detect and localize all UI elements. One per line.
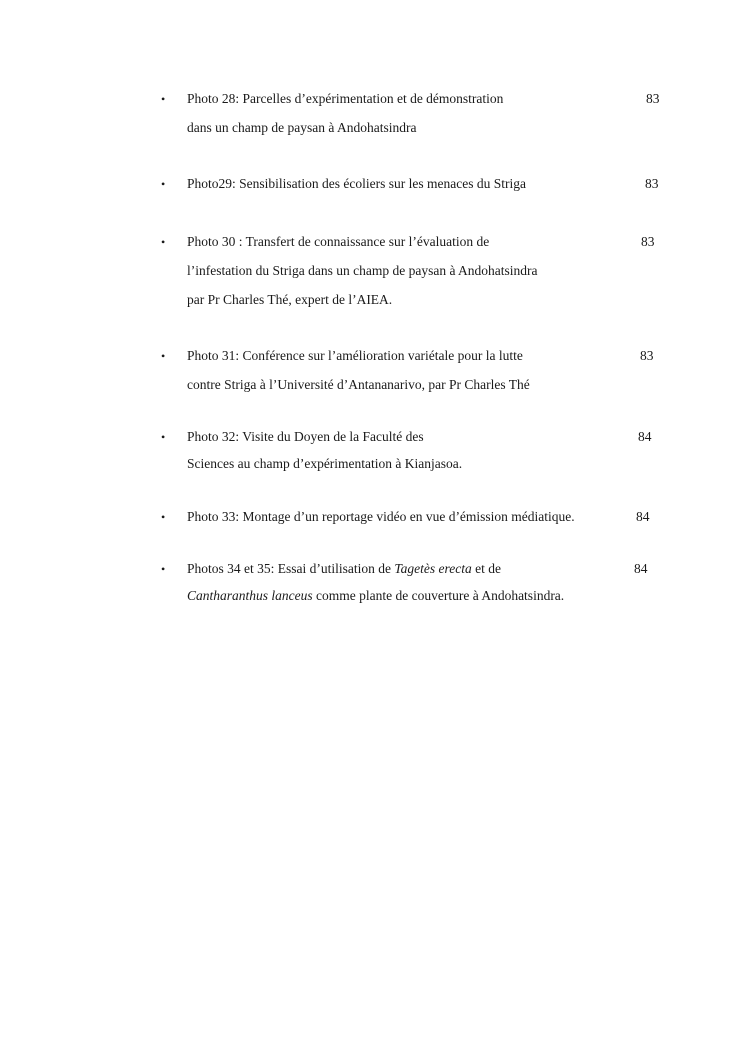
entry-text: et de (471, 561, 501, 576)
page-number: 84 (636, 509, 650, 524)
page-number: 83 (641, 234, 655, 249)
bullet: • (161, 349, 166, 363)
entry-line: l’infestation du Striga dans un champ de paysan à Andohatsindra (187, 263, 538, 278)
bullet: • (161, 92, 166, 106)
page-number: 83 (646, 91, 660, 106)
entry-line (187, 560, 501, 578)
species-name: Cantharanthus lanceus (187, 588, 313, 603)
entry-text: comme plante de couverture à Andohatsindra. (312, 588, 565, 603)
bullet: • (161, 177, 166, 191)
bullet: • (161, 562, 166, 576)
page-number: 84 (638, 429, 652, 444)
entry-line: Photo 28: Parcelles d’expérimentation et de démonstration (187, 91, 504, 106)
page-number: 83 (645, 176, 659, 191)
entry-line: dans un champ de paysan à Andohatsindra (187, 120, 417, 135)
entry-line: Photo29: Sensibilisation des écoliers sur les menaces du Striga (187, 176, 526, 191)
bullet: • (161, 510, 166, 524)
entry-line: Photo 32: Visite du Doyen de la Faculté des (187, 429, 424, 444)
bullet: • (161, 430, 166, 444)
page-number: 83 (640, 348, 654, 363)
entry-line: Sciences au champ d’expérimentation à Kianjasoa. (187, 456, 463, 471)
page-number: 84 (634, 561, 648, 576)
entry-line: contre Striga à l’Université d’Antananarivo, par Pr Charles Thé (187, 377, 530, 392)
entry-line: Photo 33: Montage d’un reportage vidéo en vue d’émission médiatique. (187, 509, 575, 524)
entry-line: Photo 31: Conférence sur l’amélioration variétale pour la lutte (187, 348, 523, 363)
bullet: • (161, 235, 166, 249)
entry-line: par Pr Charles Thé, expert de l’AIEA. (187, 292, 393, 307)
entry-line (187, 587, 564, 605)
entry-line: Photo 30 : Transfert de connaissance sur l’évaluation de (187, 234, 490, 249)
entry-text: Photos 34 et 35: Essai d’utilisation de (187, 561, 395, 576)
species-name: Tagetès erecta (394, 561, 472, 576)
